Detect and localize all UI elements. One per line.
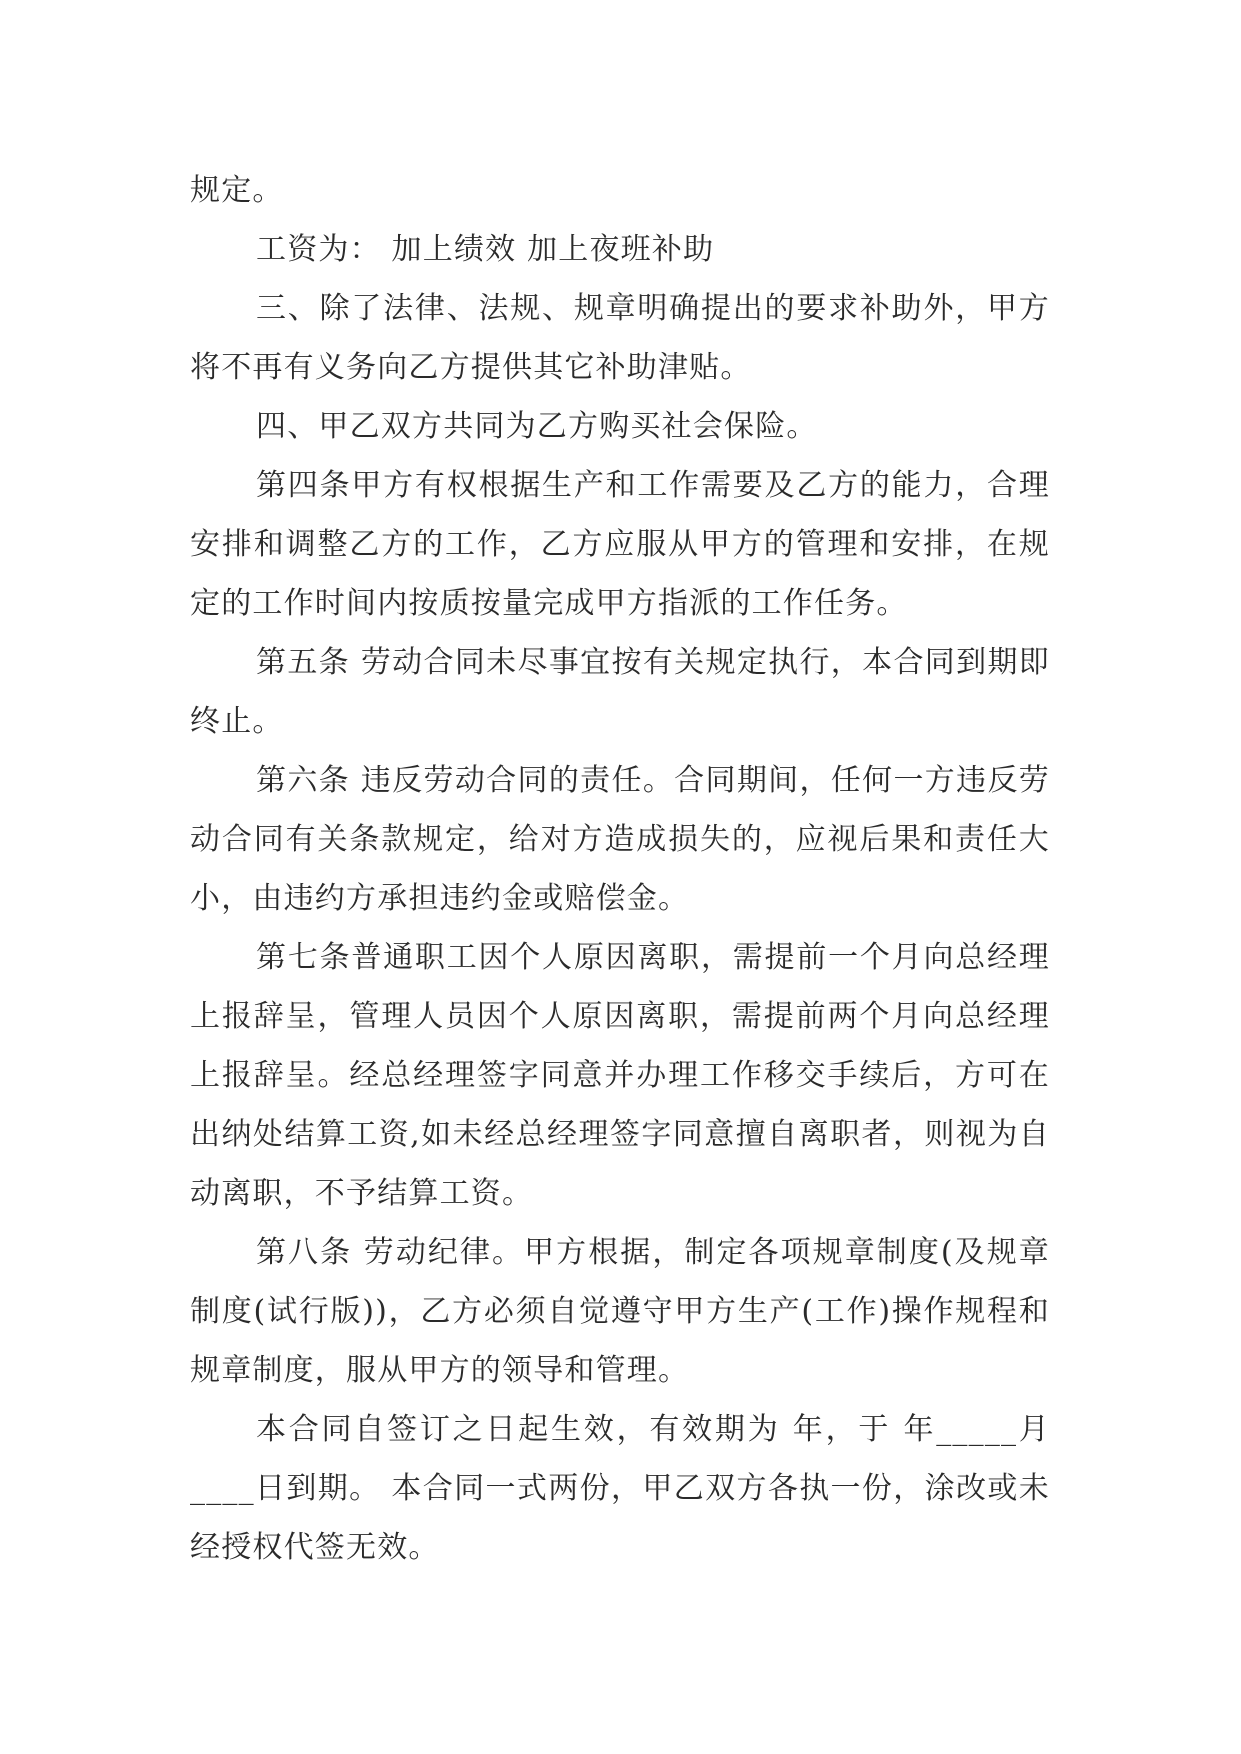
paragraph-subsidy: 三、除了法律、法规、规章明确提出的要求补助外，甲方将不再有义务向乙方提供其它补助津贴。: [190, 291, 1050, 385]
paragraph-article-4: 第四条甲方有权根据生产和工作需要及乙方的能力，合理安排和调整乙方的工作，乙方应服从甲方的管理和安排，在规定的工作时间内按质按量完成甲方指派的工作任务。: [190, 468, 1050, 621]
paragraph-article-8: 第八条 劳动纪律。甲方根据，制定各项规章制度(及规章制度(试行版))，乙方必须自觉遵守甲方生产(工作)操作规程和规章制度，服从甲方的领导和管理。: [190, 1235, 1050, 1388]
paragraph-article-6: 第六条 违反劳动合同的责任。合同期间，任何一方违反劳动合同有关条款规定，给对方造成损失的，应视后果和责任大小，由违约方承担违约金或赔偿金。: [190, 763, 1050, 916]
paragraph-salary: 工资为： 加上绩效 加上夜班补助: [256, 232, 715, 267]
paragraph-article-7: 第七条普通职工因个人原因离职，需提前一个月向总经理上报辞呈，管理人员因个人原因离职，需提前两个月向总经理上报辞呈。经总经理签字同意并办理工作移交手续后，方可在出纳处结算工资,如未经总经理签字同意擅自离职者，则视为自动离职，不予结算工资。: [190, 940, 1050, 1211]
document-body: [190, 161, 1050, 1577]
paragraph-article-5: 第五条 劳动合同未尽事宜按有关规定执行，本合同到期即终止。: [190, 645, 1050, 739]
paragraph-regulation-end: 规定。: [190, 173, 284, 208]
paragraph-social-insurance: 四、甲乙双方共同为乙方购买社会保险。: [256, 409, 818, 444]
paragraph-validity: 本合同自签订之日起生效，有效期为 年，于 年_____月____日到期。 本合同一式两份，甲乙双方各执一份，涂改或未经授权代签无效。: [190, 1412, 1050, 1565]
